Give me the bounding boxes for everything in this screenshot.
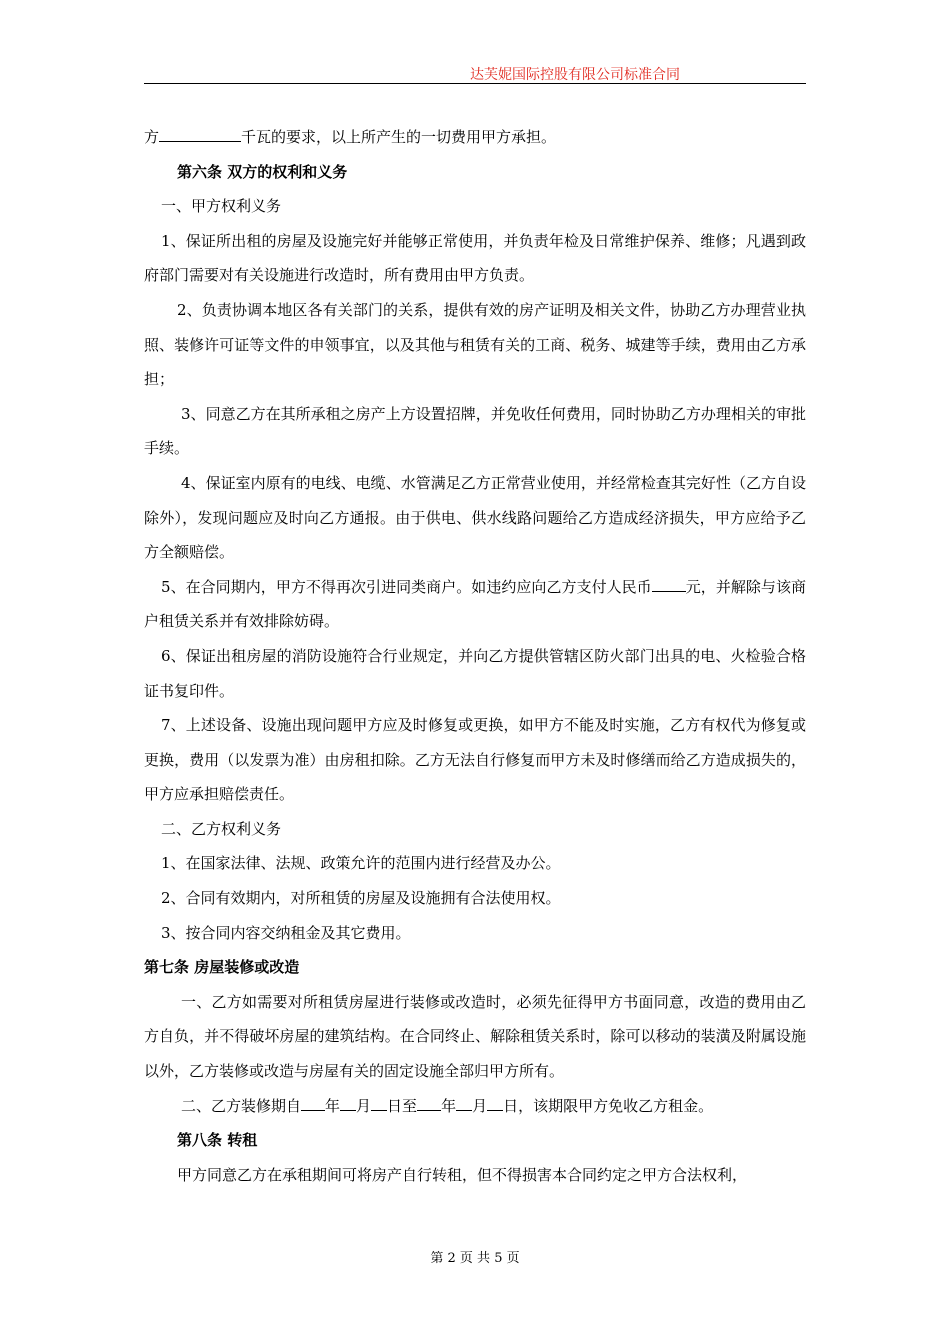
party-b-item-3: 3、按合同内容交纳租金及其它费用。 (161, 923, 411, 942)
text-segment: 二、乙方装修期自 (181, 1096, 302, 1115)
text-segment: 年 (325, 1096, 341, 1115)
text-segment: 日至 (387, 1096, 418, 1115)
party-b-heading: 二、乙方权利义务 (161, 819, 282, 838)
party-a-item-6: 6、保证出租房屋的消防设施符合行业规定，并向乙方提供管辖区防火部门出具的电、火检验合格证书复印件。 (144, 646, 806, 700)
header-company-contract: 达芙妮国际控股有限公司标准合同 (470, 67, 680, 83)
blank-day (371, 1094, 387, 1111)
paragraph-power-requirement (144, 120, 806, 155)
party-a-item-2: 2、负责协调本地区各有关部门的关系，提供有效的房产证明及相关文件，协助乙方办理营业执照、装修许可证等文件的申领事宜，以及其他与租赁有关的工商、税务、城建等手续，费用由乙方承担； (144, 300, 806, 389)
party-a-heading: 一、甲方权利义务 (161, 197, 282, 216)
page-number: 第 2 页 共 5 页 (430, 1251, 520, 1266)
blank-amount (652, 575, 686, 592)
blank-month (340, 1094, 356, 1111)
party-a-item-4: 4、保证室内原有的电线、电缆、水管满足乙方正常营业使用，并经常检查其完好性（乙方自设除外），发现问题应及时向乙方通报。由于供电、供水线路问题给乙方造成经济损失，甲方应给予乙方全额赔偿。 (144, 473, 806, 562)
article-7-title: 第七条 房屋装修或改造 (144, 958, 300, 977)
blank-year (417, 1094, 441, 1111)
renovation-clause-2 (144, 1089, 806, 1124)
text-segment: 月 (356, 1096, 372, 1115)
party-a-item-3: 3、同意乙方在其所承租之房产上方设置招牌，并免收任何费用，同时协助乙方办理相关的审批手续。 (144, 404, 806, 458)
document-body (144, 120, 806, 1192)
header-divider (144, 83, 806, 84)
party-a-item-7: 7、上述设备、设施出现问题甲方应及时修复或更换，如甲方不能及时实施，乙方有权代为修复或更换，费用（以发票为准）由房租扣除。乙方无法自行修复而甲方未及时修缮而给乙方造成损失的，甲方应承担赔偿责任。 (144, 716, 806, 804)
party-a-item-1: 1、保证所出租的房屋及设施完好并能够正常使用，并负责年检及日常维护保养、维修；凡遇到政府部门需要对有关设施进行改造时，所有费用由甲方负责。 (144, 231, 806, 285)
article-8-title: 第八条 转租 (177, 1131, 258, 1150)
text-segment: 年 (441, 1096, 457, 1115)
text-segment: 元，并解除与该商户租赁关系并有效排除妨碍。 (144, 577, 807, 631)
blank-day (487, 1094, 503, 1111)
party-a-item-5 (144, 570, 806, 639)
blank-year (301, 1094, 325, 1111)
party-b-item-1: 1、在国家法律、法规、政策允许的范围内进行经营及办公。 (161, 854, 561, 873)
text-segment: 千瓦的要求，以上所产生的一切费用甲方承担。 (241, 128, 557, 146)
blank-month (456, 1094, 472, 1111)
renovation-clause-1: 一、乙方如需要对所租赁房屋进行装修或改造时，必须先征得甲方书面同意，改造的费用由乙方自负，并不得破坏房屋的建筑结构。在合同终止、解除租赁关系时，除可以移动的装潢及附属设施以外，乙方装修或改造与房屋有关的固定设施全部归甲方所有。 (144, 992, 806, 1081)
sublease-clause: 甲方同意乙方在承租期间可将房产自行转租，但不得损害本合同约定之甲方合法权利， (177, 1165, 748, 1184)
text-segment: 月 (472, 1096, 488, 1115)
text-segment: 5、在合同期内，甲方不得再次引进同类商户。如违约应向乙方支付人民币 (161, 577, 652, 596)
party-b-item-2: 2、合同有效期内，对所租赁的房屋及设施拥有合法使用权。 (161, 889, 561, 908)
article-6-title: 第六条 双方的权利和义务 (177, 162, 348, 181)
blank-kilowatt (159, 125, 241, 142)
text-segment: 日，该期限甲方免收乙方租金。 (503, 1096, 714, 1115)
text-segment: 方 (144, 128, 160, 146)
